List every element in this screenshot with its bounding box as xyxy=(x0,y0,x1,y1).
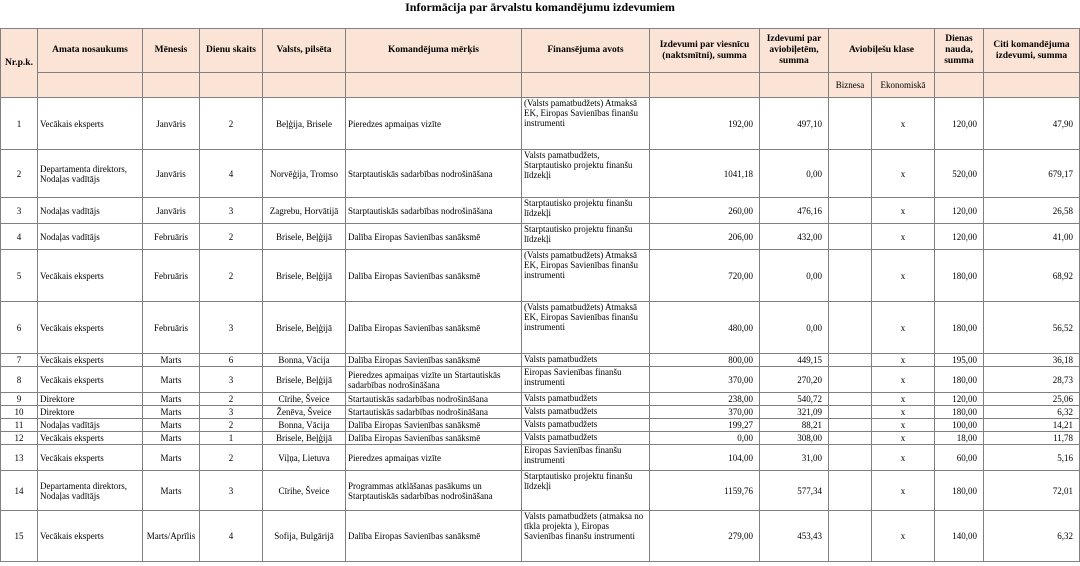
biznesa-cell xyxy=(829,224,872,250)
citi-cell: 56,52 xyxy=(984,302,1080,354)
finansejums-cell: Valsts pamatbudžets xyxy=(522,419,650,432)
header-aviobiletes: Izdevumi par aviobiļetēm, summa xyxy=(760,29,829,73)
ekonomiska-cell: x xyxy=(872,445,935,471)
citi-cell: 5,16 xyxy=(984,445,1080,471)
menesis-cell: Februāris xyxy=(143,224,200,250)
amats-cell: Vecākais eksperts xyxy=(38,250,143,302)
dienu-skaits-cell: 2 xyxy=(200,98,263,150)
table-row xyxy=(1,224,1080,250)
dienas-nauda-cell: 100,00 xyxy=(935,419,984,432)
menesis-cell: Janvāris xyxy=(143,198,200,224)
header-blank xyxy=(935,73,984,98)
header-blank xyxy=(984,73,1080,98)
merkis-cell: Dalība Eiropas Savienības sanāksmē xyxy=(346,419,522,432)
citi-cell: 14,21 xyxy=(984,419,1080,432)
dienas-nauda-cell: 120,00 xyxy=(935,224,984,250)
dienas-nauda-cell: 60,00 xyxy=(935,445,984,471)
valsts-cell: Zagrebu, Horvātijā xyxy=(263,198,346,224)
table-row xyxy=(1,150,1080,198)
finansejums-cell: (Valsts pamatbudžets) Atmaksā EK, Eiropas Savienības finanšu instrumenti xyxy=(522,302,650,354)
aviobiletes-cell: 31,00 xyxy=(760,445,829,471)
header-blank xyxy=(522,73,650,98)
finansejums-cell: Eiropas Savienības finanšu instrumenti xyxy=(522,445,650,471)
header-finansejums: Finansējuma avots xyxy=(522,29,650,73)
table-row xyxy=(1,98,1080,150)
aviobiletes-cell: 577,34 xyxy=(760,471,829,511)
finansejums-cell: Valsts pamatbudžets, Starptautisko projektu finanšu līdzekļi xyxy=(522,150,650,198)
finansejums-cell: (Valsts pamatbudžets) Atmaksā EK, Eiropas Savienības finanšu instrumenti xyxy=(522,98,650,150)
finansejums-cell: Valsts pamatbudžets xyxy=(522,406,650,419)
dienas-nauda-cell: 180,00 xyxy=(935,406,984,419)
row-number: 7 xyxy=(1,354,38,367)
row-number: 5 xyxy=(1,250,38,302)
dienas-nauda-cell: 180,00 xyxy=(935,367,984,393)
finansejums-cell: Valsts pamatbudžets xyxy=(522,432,650,445)
ekonomiska-cell: x xyxy=(872,511,935,562)
menesis-cell: Marts xyxy=(143,445,200,471)
biznesa-cell xyxy=(829,471,872,511)
menesis-cell: Februāris xyxy=(143,302,200,354)
biznesa-cell xyxy=(829,406,872,419)
menesis-cell: Marts xyxy=(143,419,200,432)
aviobiletes-cell: 497,10 xyxy=(760,98,829,150)
dienu-skaits-cell: 3 xyxy=(200,471,263,511)
dienas-nauda-cell: 18,00 xyxy=(935,432,984,445)
citi-cell: 11,78 xyxy=(984,432,1080,445)
dienas-nauda-cell: 140,00 xyxy=(935,511,984,562)
ekonomiska-cell: x xyxy=(872,367,935,393)
dienas-nauda-cell: 180,00 xyxy=(935,471,984,511)
row-number: 9 xyxy=(1,393,38,406)
aviobiletes-cell: 270,20 xyxy=(760,367,829,393)
viesnica-cell: 800,00 xyxy=(650,354,760,367)
aviobiletes-cell: 476,16 xyxy=(760,198,829,224)
menesis-cell: Marts xyxy=(143,354,200,367)
row-number: 13 xyxy=(1,445,38,471)
biznesa-cell xyxy=(829,419,872,432)
ekonomiska-cell: x xyxy=(872,419,935,432)
amats-cell: Nodaļas vadītājs xyxy=(38,419,143,432)
amats-cell: Departamenta direktors, Nodaļas vadītājs xyxy=(38,150,143,198)
merkis-cell: Pieredzes apmaiņas vizīte un Startautiskās sadarbības nodrošināšana xyxy=(346,367,522,393)
dienu-skaits-cell: 3 xyxy=(200,367,263,393)
citi-cell: 6,32 xyxy=(984,406,1080,419)
biznesa-cell xyxy=(829,432,872,445)
merkis-cell: Startautiskās sadarbības nodrošināšana xyxy=(346,393,522,406)
ekonomiska-cell: x xyxy=(872,393,935,406)
menesis-cell: Februāris xyxy=(143,250,200,302)
menesis-cell: Janvāris xyxy=(143,150,200,198)
viesnica-cell: 1041,18 xyxy=(650,150,760,198)
valsts-cell: Brisele, Beļģijā xyxy=(263,432,346,445)
table-row xyxy=(1,471,1080,511)
citi-cell: 6,32 xyxy=(984,511,1080,562)
dienas-nauda-cell: 180,00 xyxy=(935,250,984,302)
header-blank xyxy=(38,73,143,98)
header-blank xyxy=(650,73,760,98)
finansejums-cell: (Valsts pamatbudžets) Atmaksā EK, Eiropas Savienības finanšu instrumenti xyxy=(522,250,650,302)
amats-cell: Nodaļas vadītājs xyxy=(38,198,143,224)
aviobiletes-cell: 540,72 xyxy=(760,393,829,406)
amats-cell: Vecākais eksperts xyxy=(38,432,143,445)
dienu-skaits-cell: 2 xyxy=(200,419,263,432)
viesnica-cell: 480,00 xyxy=(650,302,760,354)
valsts-cell: Brisele, Beļģijā xyxy=(263,250,346,302)
amats-cell: Vecākais eksperts xyxy=(38,302,143,354)
biznesa-cell xyxy=(829,354,872,367)
valsts-cell: Cīrihe, Šveice xyxy=(263,471,346,511)
merkis-cell: Pieredzes apmaiņas vizīte xyxy=(346,98,522,150)
menesis-cell: Marts/Aprīlis xyxy=(143,511,200,562)
header-amats: Amata nosaukums xyxy=(38,29,143,73)
row-number: 3 xyxy=(1,198,38,224)
biznesa-cell xyxy=(829,393,872,406)
header-nr: Nr.p.k. xyxy=(1,29,38,98)
merkis-cell: Programmas atklāšanas pasākums un Starptautiskās sadarbības nodrošināšana xyxy=(346,471,522,511)
biznesa-cell xyxy=(829,250,872,302)
valsts-cell: Brisele, Beļģijā xyxy=(263,367,346,393)
valsts-cell: Ženēva, Šveice xyxy=(263,406,346,419)
row-number: 10 xyxy=(1,406,38,419)
dienas-nauda-cell: 180,00 xyxy=(935,302,984,354)
amats-cell: Vecākais eksperts xyxy=(38,98,143,150)
viesnica-cell: 720,00 xyxy=(650,250,760,302)
merkis-cell: Dalība Eiropas Savienības sanāksmē xyxy=(346,432,522,445)
ekonomiska-cell: x xyxy=(872,406,935,419)
dienu-skaits-cell: 2 xyxy=(200,393,263,406)
citi-cell: 25,06 xyxy=(984,393,1080,406)
biznesa-cell xyxy=(829,302,872,354)
biznesa-cell xyxy=(829,198,872,224)
table-row xyxy=(1,419,1080,432)
finansejums-cell: Starptautisko projektu finanšu līdzekļi xyxy=(522,224,650,250)
merkis-cell: Dalība Eiropas Savienības sanāksmē xyxy=(346,511,522,562)
citi-cell: 41,00 xyxy=(984,224,1080,250)
merkis-cell: Dalība Eiropas Savienības sanāksmē xyxy=(346,302,522,354)
table-row xyxy=(1,367,1080,393)
amats-cell: Vecākais eksperts xyxy=(38,367,143,393)
viesnica-cell: 192,00 xyxy=(650,98,760,150)
viesnica-cell: 238,00 xyxy=(650,393,760,406)
aviobiletes-cell: 449,15 xyxy=(760,354,829,367)
header-biznesa: Biznesa xyxy=(829,73,872,98)
viesnica-cell: 279,00 xyxy=(650,511,760,562)
finansejums-cell: Eiropas Savienības finanšu instrumenti xyxy=(522,367,650,393)
citi-cell: 26,58 xyxy=(984,198,1080,224)
dienu-skaits-cell: 2 xyxy=(200,250,263,302)
dienas-nauda-cell: 520,00 xyxy=(935,150,984,198)
citi-cell: 28,73 xyxy=(984,367,1080,393)
ekonomiska-cell: x xyxy=(872,224,935,250)
valsts-cell: Norvēģija, Tromso xyxy=(263,150,346,198)
citi-cell: 68,92 xyxy=(984,250,1080,302)
table-row xyxy=(1,198,1080,224)
amats-cell: Vecākais eksperts xyxy=(38,511,143,562)
amats-cell: Direktore xyxy=(38,406,143,419)
row-number: 2 xyxy=(1,150,38,198)
amats-cell: Vecākais eksperts xyxy=(38,445,143,471)
merkis-cell: Starptautiskās sadarbības nodrošināšana xyxy=(346,198,522,224)
dienu-skaits-cell: 2 xyxy=(200,445,263,471)
merkis-cell: Dalība Eiropas Savienības sanāksmē xyxy=(346,224,522,250)
dienas-nauda-cell: 120,00 xyxy=(935,98,984,150)
merkis-cell: Starptautiskās sadarbības nodrošināšana xyxy=(346,150,522,198)
viesnica-cell: 206,00 xyxy=(650,224,760,250)
header-menesis: Mēnesis xyxy=(143,29,200,73)
valsts-cell: Brisele, Beļģijā xyxy=(263,302,346,354)
header-dienu-skaits: Dienu skaits xyxy=(200,29,263,73)
header-klase: Aviobiļešu klase xyxy=(829,29,935,73)
table-row xyxy=(1,393,1080,406)
dienas-nauda-cell: 195,00 xyxy=(935,354,984,367)
table-body xyxy=(1,98,1080,562)
table-row xyxy=(1,250,1080,302)
table-row xyxy=(1,511,1080,562)
header-blank xyxy=(263,73,346,98)
finansejums-cell: Starptautisko projektu finanšu līdzekļi xyxy=(522,471,650,511)
citi-cell: 47,90 xyxy=(984,98,1080,150)
dienu-skaits-cell: 4 xyxy=(200,150,263,198)
valsts-cell: Cīrihe, Šveice xyxy=(263,393,346,406)
valsts-cell: Viļņa, Lietuva xyxy=(263,445,346,471)
merkis-cell: Startautiskās sadarbības nodrošināšana xyxy=(346,406,522,419)
aviobiletes-cell: 88,21 xyxy=(760,419,829,432)
ekonomiska-cell: x xyxy=(872,98,935,150)
dienu-skaits-cell: 3 xyxy=(200,198,263,224)
biznesa-cell xyxy=(829,367,872,393)
citi-cell: 72,01 xyxy=(984,471,1080,511)
table-row xyxy=(1,432,1080,445)
viesnica-cell: 370,00 xyxy=(650,367,760,393)
menesis-cell: Marts xyxy=(143,406,200,419)
amats-cell: Vecākais eksperts xyxy=(38,354,143,367)
ekonomiska-cell: x xyxy=(872,250,935,302)
header-blank xyxy=(346,73,522,98)
viesnica-cell: 199,27 xyxy=(650,419,760,432)
amats-cell: Direktore xyxy=(38,393,143,406)
viesnica-cell: 0,00 xyxy=(650,432,760,445)
table-row xyxy=(1,354,1080,367)
dienu-skaits-cell: 4 xyxy=(200,511,263,562)
menesis-cell: Marts xyxy=(143,432,200,445)
header-dienas-nauda: Dienas nauda, summa xyxy=(935,29,984,73)
header-blank xyxy=(143,73,200,98)
dienu-skaits-cell: 1 xyxy=(200,432,263,445)
finansejums-cell: Valsts pamatbudžets (atmaksa no tīkla projekta ), Eiropas Savienības finanšu instrumenti xyxy=(522,511,650,562)
amats-cell: Nodaļas vadītājs xyxy=(38,224,143,250)
dienas-nauda-cell: 120,00 xyxy=(935,198,984,224)
row-number: 4 xyxy=(1,224,38,250)
biznesa-cell xyxy=(829,511,872,562)
header-blank xyxy=(760,73,829,98)
table-row xyxy=(1,302,1080,354)
dienu-skaits-cell: 3 xyxy=(200,406,263,419)
dienas-nauda-cell: 120,00 xyxy=(935,393,984,406)
header-blank xyxy=(200,73,263,98)
header-ekonomiska: Ekonomiskā xyxy=(872,73,935,98)
header-valsts: Valsts, pilsēta xyxy=(263,29,346,73)
table-row xyxy=(1,445,1080,471)
biznesa-cell xyxy=(829,150,872,198)
ekonomiska-cell: x xyxy=(872,354,935,367)
biznesa-cell xyxy=(829,98,872,150)
merkis-cell: Dalība Eiropas Savienības sanāksmē xyxy=(346,250,522,302)
menesis-cell: Marts xyxy=(143,393,200,406)
citi-cell: 36,18 xyxy=(984,354,1080,367)
table-row xyxy=(1,406,1080,419)
row-number: 15 xyxy=(1,511,38,562)
dienu-skaits-cell: 2 xyxy=(200,224,263,250)
ekonomiska-cell: x xyxy=(872,150,935,198)
valsts-cell: Bonna, Vācija xyxy=(263,419,346,432)
finansejums-cell: Valsts pamatbudžets xyxy=(522,393,650,406)
header-merkis: Komandējuma mērķis xyxy=(346,29,522,73)
citi-cell: 679,17 xyxy=(984,150,1080,198)
ekonomiska-cell: x xyxy=(872,302,935,354)
ekonomiska-cell: x xyxy=(872,432,935,445)
valsts-cell: Beļģija, Brisele xyxy=(263,98,346,150)
row-number: 6 xyxy=(1,302,38,354)
menesis-cell: Janvāris xyxy=(143,98,200,150)
menesis-cell: Marts xyxy=(143,471,200,511)
ekonomiska-cell: x xyxy=(872,471,935,511)
aviobiletes-cell: 321,09 xyxy=(760,406,829,419)
viesnica-cell: 1159,76 xyxy=(650,471,760,511)
valsts-cell: Sofija, Bulgārijā xyxy=(263,511,346,562)
dienu-skaits-cell: 3 xyxy=(200,302,263,354)
viesnica-cell: 104,00 xyxy=(650,445,760,471)
row-number: 12 xyxy=(1,432,38,445)
ekonomiska-cell: x xyxy=(872,198,935,224)
aviobiletes-cell: 453,43 xyxy=(760,511,829,562)
merkis-cell: Dalība Eiropas Savienības sanāksmē xyxy=(346,354,522,367)
row-number: 8 xyxy=(1,367,38,393)
aviobiletes-cell: 308,00 xyxy=(760,432,829,445)
aviobiletes-cell: 0,00 xyxy=(760,250,829,302)
header-citi: Citi komandējuma izdevumi, summa xyxy=(984,29,1080,73)
valsts-cell: Bonna, Vācija xyxy=(263,354,346,367)
aviobiletes-cell: 0,00 xyxy=(760,150,829,198)
aviobiletes-cell: 432,00 xyxy=(760,224,829,250)
dienu-skaits-cell: 6 xyxy=(200,354,263,367)
biznesa-cell xyxy=(829,445,872,471)
viesnica-cell: 260,00 xyxy=(650,198,760,224)
valsts-cell: Brisele, Beļģijā xyxy=(263,224,346,250)
amats-cell: Departamenta direktors, Nodaļas vadītājs xyxy=(38,471,143,511)
row-number: 14 xyxy=(1,471,38,511)
viesnica-cell: 370,00 xyxy=(650,406,760,419)
finansejums-cell: Starptautisko projektu finanšu līdzekļi xyxy=(522,198,650,224)
finansejums-cell: Valsts pamatbudžets xyxy=(522,354,650,367)
page-title: Informācija par ārvalstu komandējumu izdevumiem xyxy=(405,0,675,14)
expenses-table xyxy=(0,28,1080,562)
menesis-cell: Marts xyxy=(143,367,200,393)
aviobiletes-cell: 0,00 xyxy=(760,302,829,354)
row-number: 1 xyxy=(1,98,38,150)
row-number: 11 xyxy=(1,419,38,432)
header-viesnica: Izdevumi par viesnīcu (naktsmītni), summa xyxy=(650,29,760,73)
merkis-cell: Pieredzes apmaiņas vizīte xyxy=(346,445,522,471)
